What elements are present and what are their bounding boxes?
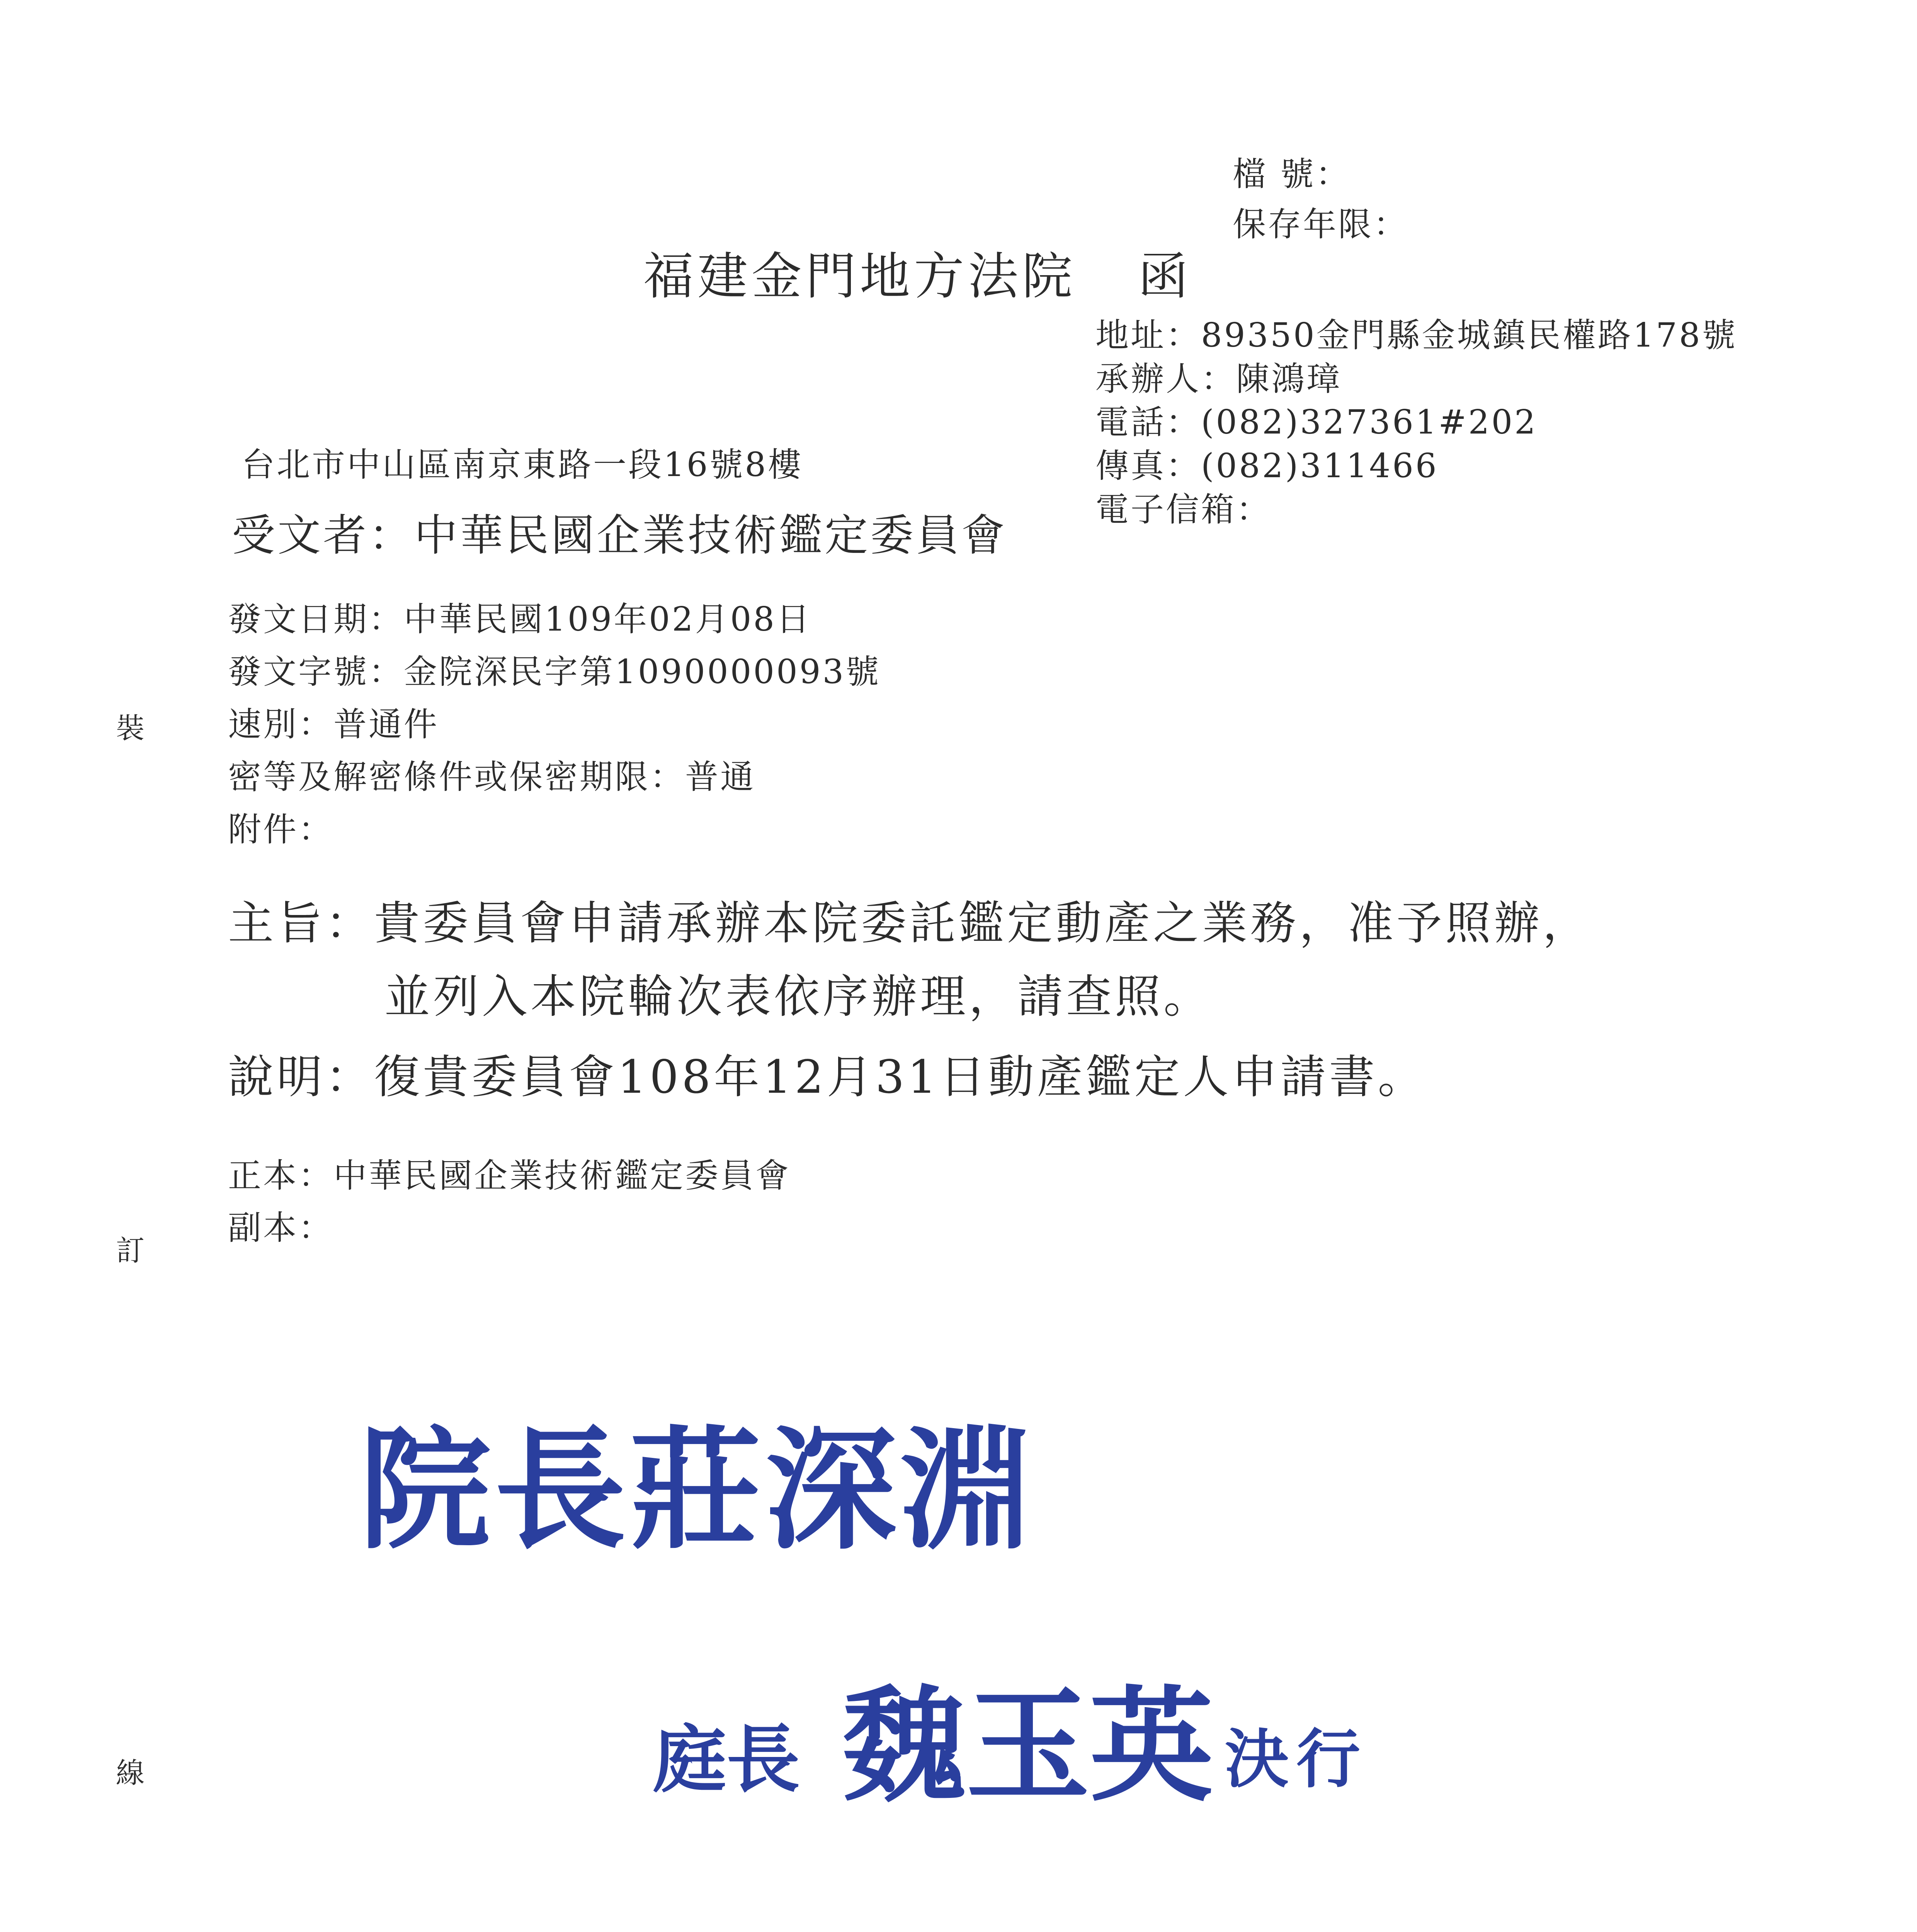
retention-period-label: 保存年限： [1233, 205, 1408, 244]
copy-recipient: 副本： [228, 1209, 333, 1247]
file-number-label: 檔 號： [1233, 155, 1351, 194]
subject-line-1: 主旨：貴委員會申請承辦本院委託鑑定動產之業務，准予照辦， [228, 896, 1592, 950]
issue-date: 發文日期：中華民國109年02月08日 [228, 600, 812, 639]
sender-address: 地址：89350金門縣金城鎮民權路178號 [1095, 316, 1737, 355]
document-type: 函 [1138, 247, 1192, 306]
division-chief-seal-stamp [653, 1662, 1233, 1832]
binding-mark-line: 線 [116, 1757, 145, 1790]
agency-name: 福建金門地方法院 [643, 247, 1077, 306]
document-reference-number: 發文字號：金院深民字第1090000093號 [228, 653, 881, 691]
president-seal-stamp [359, 1383, 1155, 1584]
explanation: 說明：復貴委員會108年12月31日動產鑑定人申請書。 [228, 1050, 1427, 1104]
sender-phone: 電話：(082)327361#202 [1095, 403, 1538, 442]
division-chief-title-text: 庭長 [653, 1716, 800, 1803]
recipient-name: 受文者：中華民國企業技術鑑定委員會 [232, 510, 1007, 561]
president-seal-text: 院長莊深淵 [359, 1413, 1036, 1567]
decision-stamp [1225, 1712, 1426, 1804]
sender-email: 電子信箱： [1095, 490, 1271, 529]
attachments: 附件： [228, 810, 333, 849]
sender-fax: 傳真：(082)311466 [1095, 447, 1439, 485]
subject-line-2: 並列入本院輪次表依序辦理，請查照。 [384, 970, 1213, 1023]
binding-mark-staple: 訂 [116, 1234, 145, 1267]
security-level: 密等及解密條件或保密期限：普通 [228, 758, 755, 796]
delivery-speed: 速別：普通件 [228, 705, 439, 744]
decision-stamp-text: 決行 [1225, 1721, 1368, 1796]
original-recipient: 正本：中華民國企業技術鑑定委員會 [228, 1156, 791, 1195]
division-chief-name-text: 魏玉英 [842, 1673, 1213, 1818]
document-heading [643, 247, 1192, 306]
binding-mark-bind: 裝 [116, 712, 145, 745]
recipient-address: 台北市中山區南京東路一段16號8樓 [242, 446, 803, 484]
sender-handler: 承辦人：陳鴻璋 [1095, 360, 1342, 398]
